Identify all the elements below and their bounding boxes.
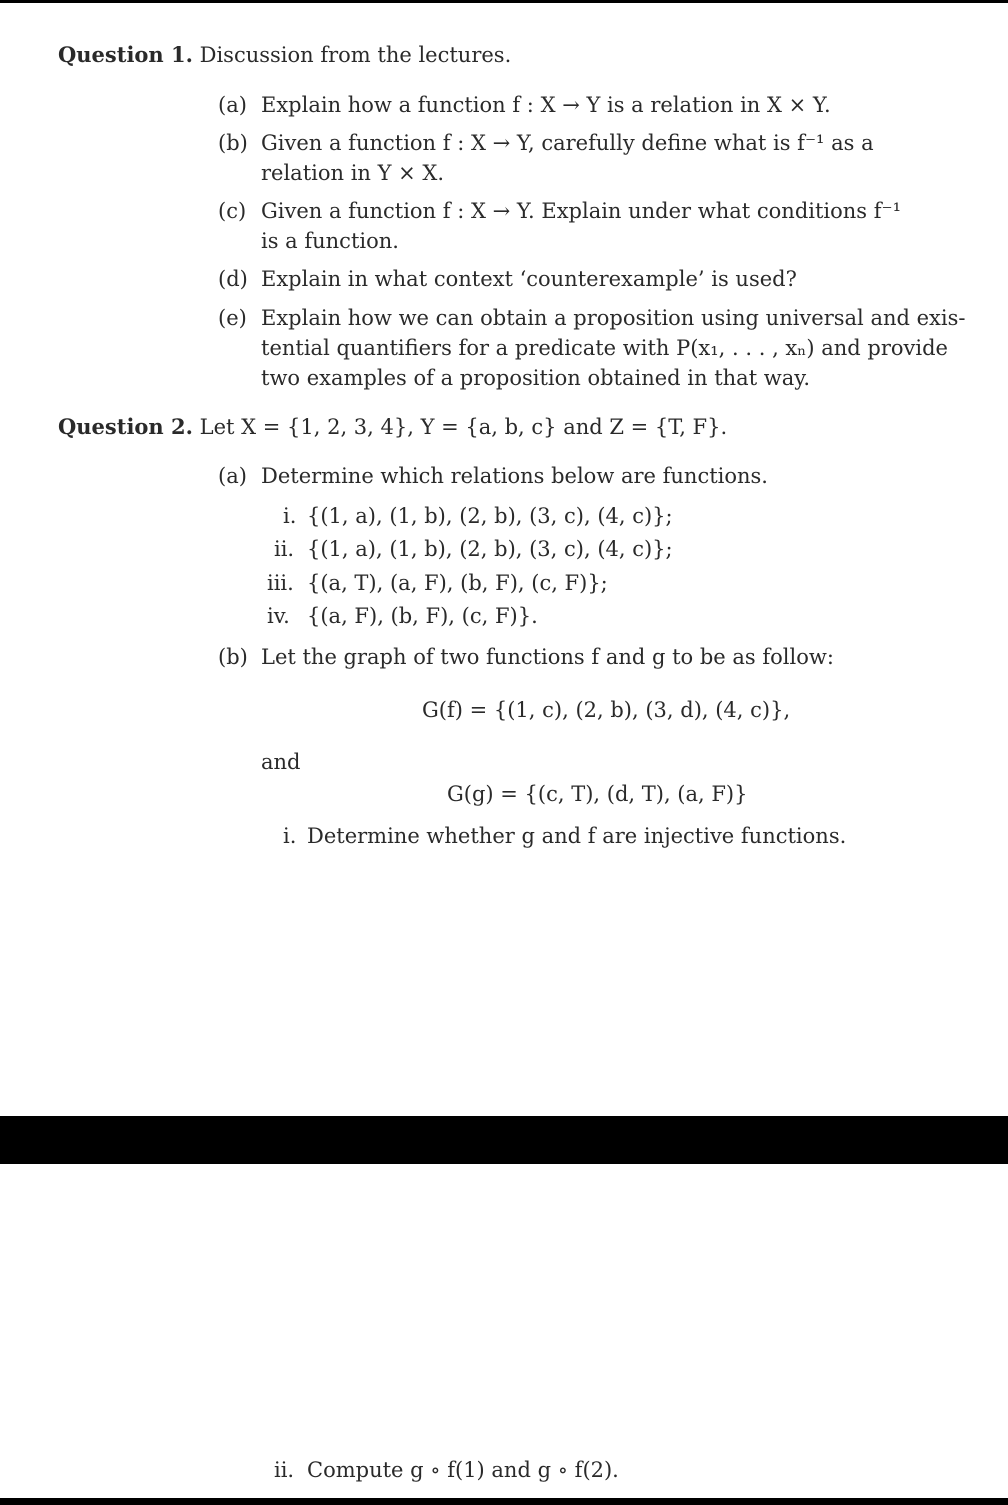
- q1-item-a-text: Explain how a function f : X → Y is a relation in X × Y.: [261, 93, 831, 117]
- q1-item-d-text: Explain in what context ‘counterexample’ is used?: [261, 267, 797, 291]
- q1-item-b-line-1: Given a function f : X → Y, carefully define what is f⁻¹ as a: [261, 131, 874, 155]
- q2-b-sub-i-text: Determine whether g and f are injective functions.: [307, 824, 847, 848]
- q2-b-sub-ii-text: Compute g ∘ f(1) and g ∘ f(2).: [307, 1458, 619, 1482]
- question-1-title: Discussion from the lectures.: [199, 43, 512, 67]
- q1-item-e-line-3: two examples of a proposition obtained in that way.: [261, 366, 811, 390]
- q2-part-a-label: (a): [218, 464, 247, 488]
- q2-a-item-ii-text: {(1, a), (1, b), (2, b), (3, c), (4, c)};: [307, 537, 673, 561]
- q1-item-d-label: (d): [218, 267, 248, 291]
- q2-b-sub-ii-label: ii.: [274, 1458, 295, 1482]
- q2-part-a-text: Determine which relations below are functions.: [261, 464, 768, 488]
- q2-a-item-iv-text: {(a, F), (b, F), (c, F)}.: [307, 604, 538, 628]
- q1-item-b-line-2: relation in Y × X.: [261, 161, 445, 185]
- q1-item-a-label: (a): [218, 93, 247, 117]
- question-2-label: Question 2.: [58, 414, 193, 439]
- q2-part-b-text: Let the graph of two functions f and g to be as follow:: [261, 645, 834, 669]
- question-1-heading: [58, 42, 511, 68]
- question-2-heading: [58, 414, 727, 440]
- q1-item-c-label: (c): [218, 199, 247, 223]
- q1-item-b-label: (b): [218, 131, 248, 155]
- q2-part-b-label: (b): [218, 645, 248, 669]
- q1-item-e-line-1: Explain how we can obtain a proposition using universal and exis-: [261, 306, 966, 330]
- q1-item-e-label: (e): [218, 306, 247, 330]
- q1-item-c-line-1: Given a function f : X → Y. Explain under what conditions f⁻¹: [261, 199, 902, 223]
- q2-a-item-i-text: {(1, a), (1, b), (2, b), (3, c), (4, c)};: [307, 504, 673, 528]
- q1-item-e-line-2: tential quantifiers for a predicate with P(x₁, . . . , xₙ) and provide: [261, 336, 948, 360]
- q2-b-sub-i-label: i.: [283, 824, 297, 848]
- graph-of-f: G(f) = {(1, c), (2, b), (3, d), (4, c)},: [422, 698, 791, 722]
- q2-a-item-iii-label: iii.: [267, 571, 294, 595]
- q1-item-c-line-2: is a function.: [261, 229, 399, 253]
- bottom-border: [0, 1498, 1008, 1505]
- question-2-intro: Let X = {1, 2, 3, 4}, Y = {a, b, c} and Z = {T, F}.: [199, 415, 728, 439]
- q2-a-item-ii-label: ii.: [274, 537, 295, 561]
- graph-of-g: G(g) = {(c, T), (d, T), (a, F)}: [447, 782, 748, 806]
- q2-a-item-iv-label: iv.: [267, 604, 290, 628]
- top-border: [0, 0, 1008, 3]
- q2-a-item-i-label: i.: [283, 504, 297, 528]
- black-separator-bar: [0, 1116, 1008, 1164]
- question-1-label: Question 1.: [58, 42, 193, 67]
- q2-a-item-iii-text: {(a, T), (a, F), (b, F), (c, F)};: [307, 571, 608, 595]
- and-connector: and: [261, 750, 301, 774]
